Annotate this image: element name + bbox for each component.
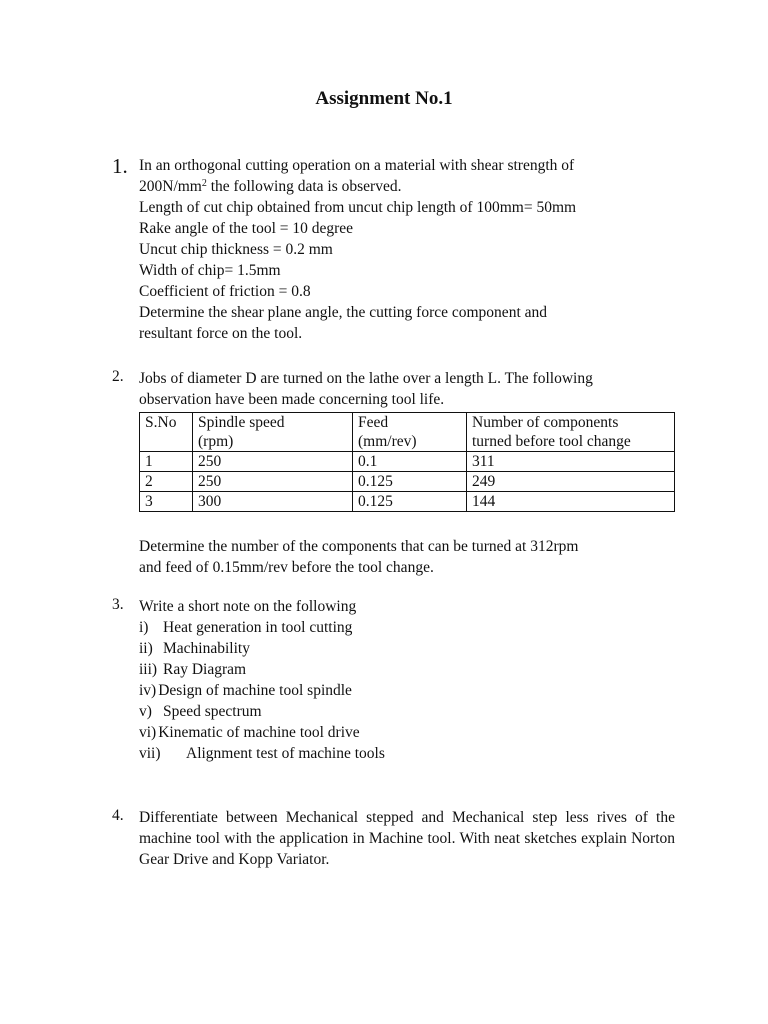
list-numeral: iv) <box>139 682 157 699</box>
list-item <box>139 638 675 659</box>
question-number: 3. <box>112 596 124 613</box>
list-numeral: vii) <box>139 745 161 762</box>
list-numeral: vi) <box>139 724 157 741</box>
list-item <box>139 743 675 764</box>
table-cell: 144 <box>467 492 675 512</box>
table-header-row <box>140 413 675 452</box>
list-item <box>139 617 675 638</box>
list-numeral: iii) <box>139 661 158 678</box>
data-line: Coefficient of friction = 0.8 <box>139 283 311 300</box>
list-item-text: Machinability <box>163 640 250 657</box>
table-cell: 0.1 <box>353 452 467 472</box>
data-line: Rake angle of the tool = 10 degree <box>139 220 354 237</box>
list-item <box>139 722 675 743</box>
list-item <box>139 659 675 680</box>
table-cell: 311 <box>467 452 675 472</box>
table-cell: 0.125 <box>353 472 467 492</box>
table-row <box>140 452 675 472</box>
question-text: Determine the number of the components that can be turned at 312rpm <box>139 538 579 555</box>
table-cell: 0.125 <box>353 492 467 512</box>
list-item-text: Alignment test of machine tools <box>186 745 385 762</box>
page-title: Assignment No.1 <box>315 88 453 109</box>
table-cell: 3 <box>140 492 193 512</box>
table-cell: 300 <box>193 492 353 512</box>
table-cell: 1 <box>140 452 193 472</box>
question-text: Jobs of diameter D are turned on the lathe over a length L. The following <box>139 370 593 387</box>
list-item-text: Ray Diagram <box>163 661 247 678</box>
question-1 <box>112 155 675 344</box>
table-header-cell: Feed (mm/rev) <box>353 413 467 452</box>
question-3 <box>112 596 675 764</box>
list-item-text: Speed spectrum <box>163 703 262 720</box>
table-header-cell: Number of components turned before tool change <box>467 413 675 452</box>
list-numeral: v) <box>139 703 152 720</box>
table-header-cell: S.No <box>140 413 193 452</box>
question-text: observation have been made concerning tool life. <box>139 391 445 408</box>
table-row <box>140 472 675 492</box>
data-line: Length of cut chip obtained from uncut chip length of 100mm= 50mm <box>139 199 577 216</box>
question-text: $200N/mm^2$ the following data is observed. <box>139 178 402 195</box>
table-cell: 249 <box>467 472 675 492</box>
table-cell: 2 <box>140 472 193 492</box>
question-number: 4. <box>112 807 124 824</box>
list-numeral: ii) <box>139 640 153 657</box>
question-text: Differentiate between Mechanical stepped and Mechanical step less rives of the machine tool with the application in Machine tool. With neat sketches explain Norton Gear Drive and Kopp Variator. <box>139 809 676 868</box>
list-item-text: Design of machine tool spindle <box>158 682 352 699</box>
table-header-cell: Spindle speed (rpm) <box>193 413 353 452</box>
question-4 <box>112 807 675 870</box>
table-cell: 250 <box>193 452 353 472</box>
data-line: Width of chip= 1.5mm <box>139 262 281 279</box>
question-text: Write a short note on the following <box>139 598 357 615</box>
list-numeral: i) <box>139 619 149 636</box>
tool-life-table <box>139 412 675 512</box>
list-item <box>139 680 675 701</box>
question-2 <box>112 368 675 578</box>
list-item-text: Kinematic of machine tool drive <box>158 724 360 741</box>
list-item <box>139 701 675 722</box>
data-line: Uncut chip thickness = 0.2 mm <box>139 241 333 258</box>
question-number: 2. <box>112 368 124 385</box>
list-item-text: Heat generation in tool cutting <box>163 619 353 636</box>
table-row <box>140 492 675 512</box>
question-text: In an orthogonal cutting operation on a material with shear strength of <box>139 157 575 174</box>
superscript: 2 <box>201 178 207 189</box>
question-number: 1. <box>112 154 128 178</box>
table-cell: 250 <box>193 472 353 492</box>
question-text: and feed of 0.15mm/rev before the tool change. <box>139 559 434 576</box>
question-text: resultant force on the tool. <box>139 325 303 342</box>
question-text: Determine the shear plane angle, the cutting force component and <box>139 304 548 321</box>
